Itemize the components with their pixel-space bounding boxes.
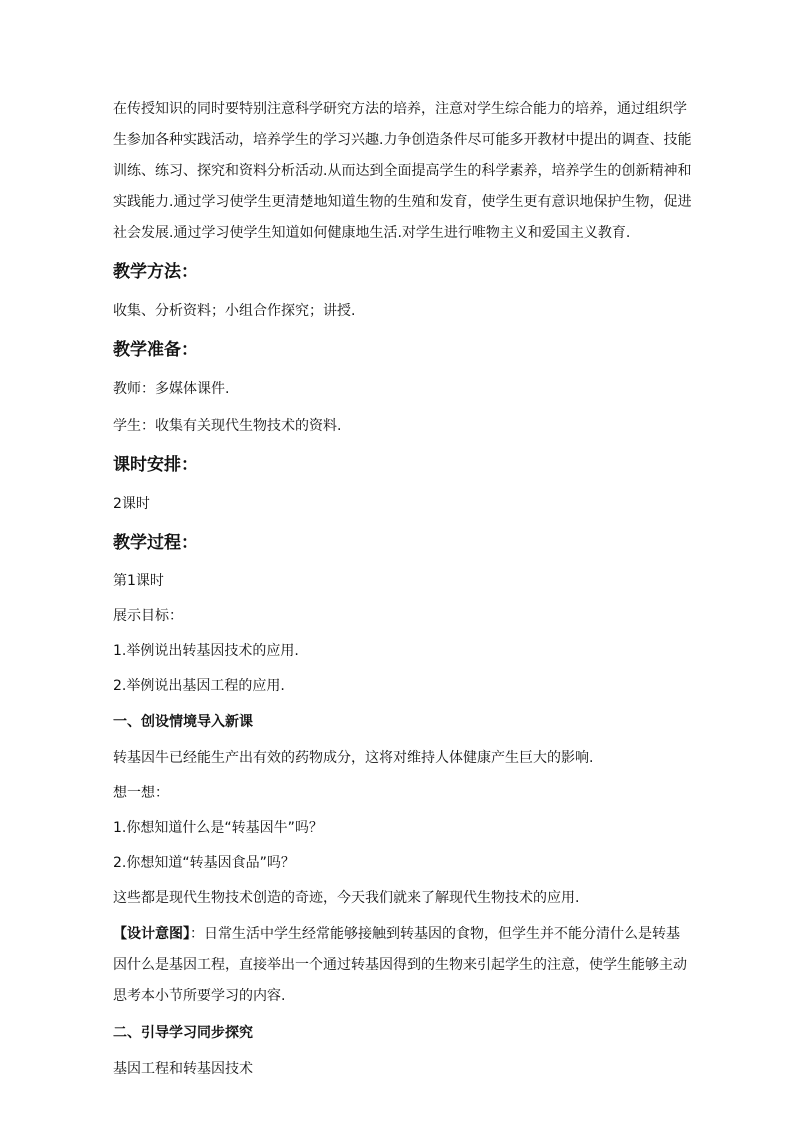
section1-heading: 一、创设情境导入新课 [113,714,253,730]
schedule-text: 2课时 [113,496,150,512]
preparation-student: 学生：收集有关现代生物技术的资料. [113,418,342,434]
process-goal-1: 1.举例说出转基因技术的应用. [113,643,299,659]
design-intent-label: 【设计意图】 [113,926,190,942]
process-lesson: 第1课时 [113,573,164,589]
preparation-heading: 教学准备： [113,340,198,360]
schedule-heading: 课时安排： [113,455,198,475]
section2-heading: 二、引导学习同步探究 [113,1025,253,1041]
section1-think-label: 想一想： [113,785,169,801]
intro-paragraph: 在传授知识的同时要特别注意科学研究方法的培养，注意对学生综合能力的培养，通过组织学生参加各种实践活动，培养学生的学习兴趣.力争创造条件尽可能多开教材中提出的调查、技能训练、练习、探究和资料分析活动.从而达到全面提高学生的科学素养，培养学生的创新精神和实践能力.通过学习使学生更清楚地知道生物的生殖和发育，使学生更有意识地保护生物，促进社会发展.通过学习使学生知道如何健康地生活.对学生进行唯物主义和爱国主义教育. [113,101,692,241]
design-intent-text: ：日常生活中学生经常能够接触到转基因的食物，但学生并不能分清什么是转基因什么是基因工程，直接举出一个通过转基因得到的生物来引起学生的注意，使学生能够主动思考本小节所要学习的内容. [113,926,687,1004]
methods-text: 收集、分析资料；小组合作探究；讲授. [113,303,356,319]
section1-text: 转基因牛已经能生产出有效的药物成分，这将对维持人体健康产生巨大的影响. [113,750,594,766]
design-intent-paragraph [113,919,693,1012]
process-goal-2: 2.举例说出基因工程的应用. [113,678,285,694]
process-goals-label: 展示目标： [113,608,183,624]
section1-question-2: 2.你想知道“转基因食品”吗？ [113,855,295,871]
document-page [113,94,693,1084]
preparation-teacher: 教师：多媒体课件. [113,381,230,397]
section1-closing: 这些都是现代生物技术创造的奇迹，今天我们就来了解现代生物技术的应用. [113,890,580,906]
methods-heading: 教学方法： [113,262,198,282]
section1-question-1: 1.你想知道什么是“转基因牛”吗？ [113,820,323,836]
process-heading: 教学过程： [113,533,198,553]
section2-text: 基因工程和转基因技术 [113,1061,253,1077]
